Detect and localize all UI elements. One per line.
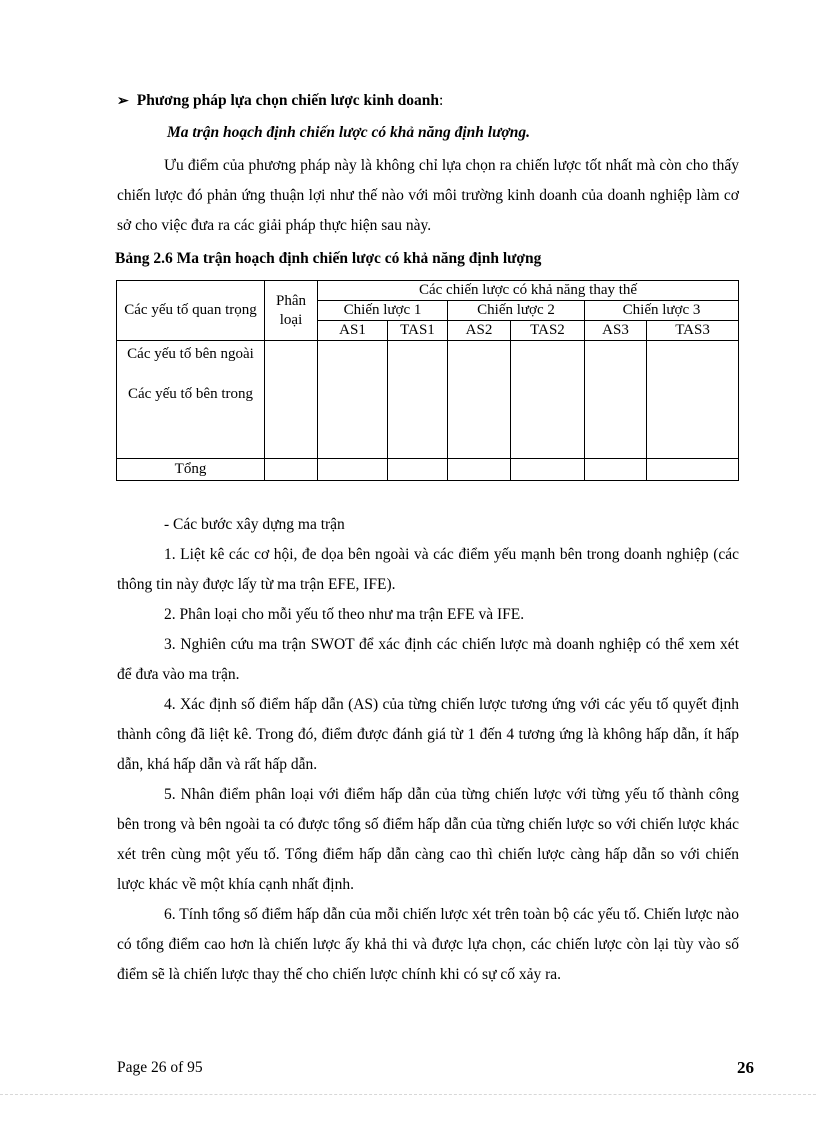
header-factors: Các yếu tố quan trọng (117, 281, 265, 341)
header-tas3: TAS3 (647, 321, 739, 341)
header-as1: AS1 (318, 321, 388, 341)
table-cell (265, 341, 318, 459)
header-strategy-3: Chiến lược 3 (585, 301, 739, 321)
step-1: 1. Liệt kê các cơ hội, đe dọa bên ngoài và các điểm yếu mạnh bên trong doanh nghiệp (các thông tin này được lấy từ ma trận EFE, IFE). (117, 546, 739, 593)
table-cell (318, 459, 388, 481)
row-internal-factors: Các yếu tố bên trong (128, 386, 253, 402)
header-strategy-2: Chiến lược 2 (448, 301, 585, 321)
steps-title: - Các bước xây dựng ma trận (164, 516, 345, 533)
header-tas1: TAS1 (388, 321, 448, 341)
step-2: 2. Phân loại cho mỗi yếu tố theo như ma trận EFE và IFE. (164, 606, 525, 623)
table-cell (388, 341, 448, 459)
qspm-table (116, 280, 739, 481)
table-cell (585, 459, 647, 481)
table-caption: Bảng 2.6 Ma trận hoạch định chiến lược có khả năng định lượng (115, 250, 542, 267)
section-heading (117, 92, 443, 110)
section-heading-colon: : (438, 92, 444, 109)
section-heading-text: Phương pháp lựa chọn chiến lược kinh doanh (136, 92, 439, 109)
step-5: 5. Nhân điểm phân loại với điểm hấp dẫn của từng chiến lược với từng yếu tố thành công bên trong và bên ngoài ta có được tổng số điểm hấp dẫn của từng chiến lược so với chiến lược khác xét trên cùng một yếu tố. Tổng điểm hấp dẫn càng cao thì chiến lược càng hấp dẫn so với chiến lược khác về một khía cạnh nhất định. (117, 786, 739, 893)
table-cell (647, 341, 739, 459)
header-classification: Phân loại (265, 281, 318, 341)
header-as3: AS3 (585, 321, 647, 341)
table-cell (388, 459, 448, 481)
step-4: 4. Xác định số điểm hấp dẫn (AS) của từng chiến lược tương ứng với các yếu tố quyết định thành công đã liệt kê. Trong đó, điểm được đánh giá từ 1 đến 4 tương ứng là không hấp dẫn, ít hấp dẫn, khá hấp dẫn và rất hấp dẫn. (117, 696, 739, 773)
table-cell (448, 341, 511, 459)
row-external-factors: Các yếu tố bên ngoài (127, 346, 254, 362)
header-as2: AS2 (448, 321, 511, 341)
step-3: 3. Nghiên cứu ma trận SWOT để xác định các chiến lược mà doanh nghiệp có thể xem xét để đưa vào ma trận. (117, 636, 739, 683)
row-total: Tổng (117, 459, 265, 481)
table-cell (448, 459, 511, 481)
method-title: Ma trận hoạch định chiến lược có khả năng định lượng. (167, 124, 530, 141)
table-cell (511, 341, 585, 459)
factors-list-cell (117, 341, 265, 459)
page-number: 26 (737, 1058, 754, 1077)
step-6: 6. Tính tổng số điểm hấp dẫn của mỗi chiến lược xét trên toàn bộ các yếu tố. Chiến lược nào có tổng điểm cao hơn là chiến lược ấy khả thi và được lựa chọn, các chiến lược còn lại tùy vào số điểm sẽ là chiến lược thay thế cho chiến lược chính khi có sự cố xảy ra. (117, 906, 739, 983)
page-counter: Page 26 of 95 (117, 1059, 203, 1076)
table-cell (585, 341, 647, 459)
table-cell (318, 341, 388, 459)
intro-paragraph: Ưu điểm của phương pháp này là không chỉ lựa chọn ra chiến lược tốt nhất mà còn cho thấy chiến lược đó phản ứng thuận lợi như thế nào với môi trường kinh doanh của doanh nghiệp làm cơ sở cho việc đưa ra các giải pháp thực hiện sau này. (117, 157, 739, 234)
table-cell (511, 459, 585, 481)
header-tas2: TAS2 (511, 321, 585, 341)
table-cell (647, 459, 739, 481)
page-bottom-divider (0, 1094, 816, 1095)
arrow-bullet-icon: ➢ (117, 93, 129, 109)
header-strategy-1: Chiến lược 1 (318, 301, 448, 321)
table-cell (265, 459, 318, 481)
header-alternative-strategies: Các chiến lược có khả năng thay thế (318, 281, 739, 301)
